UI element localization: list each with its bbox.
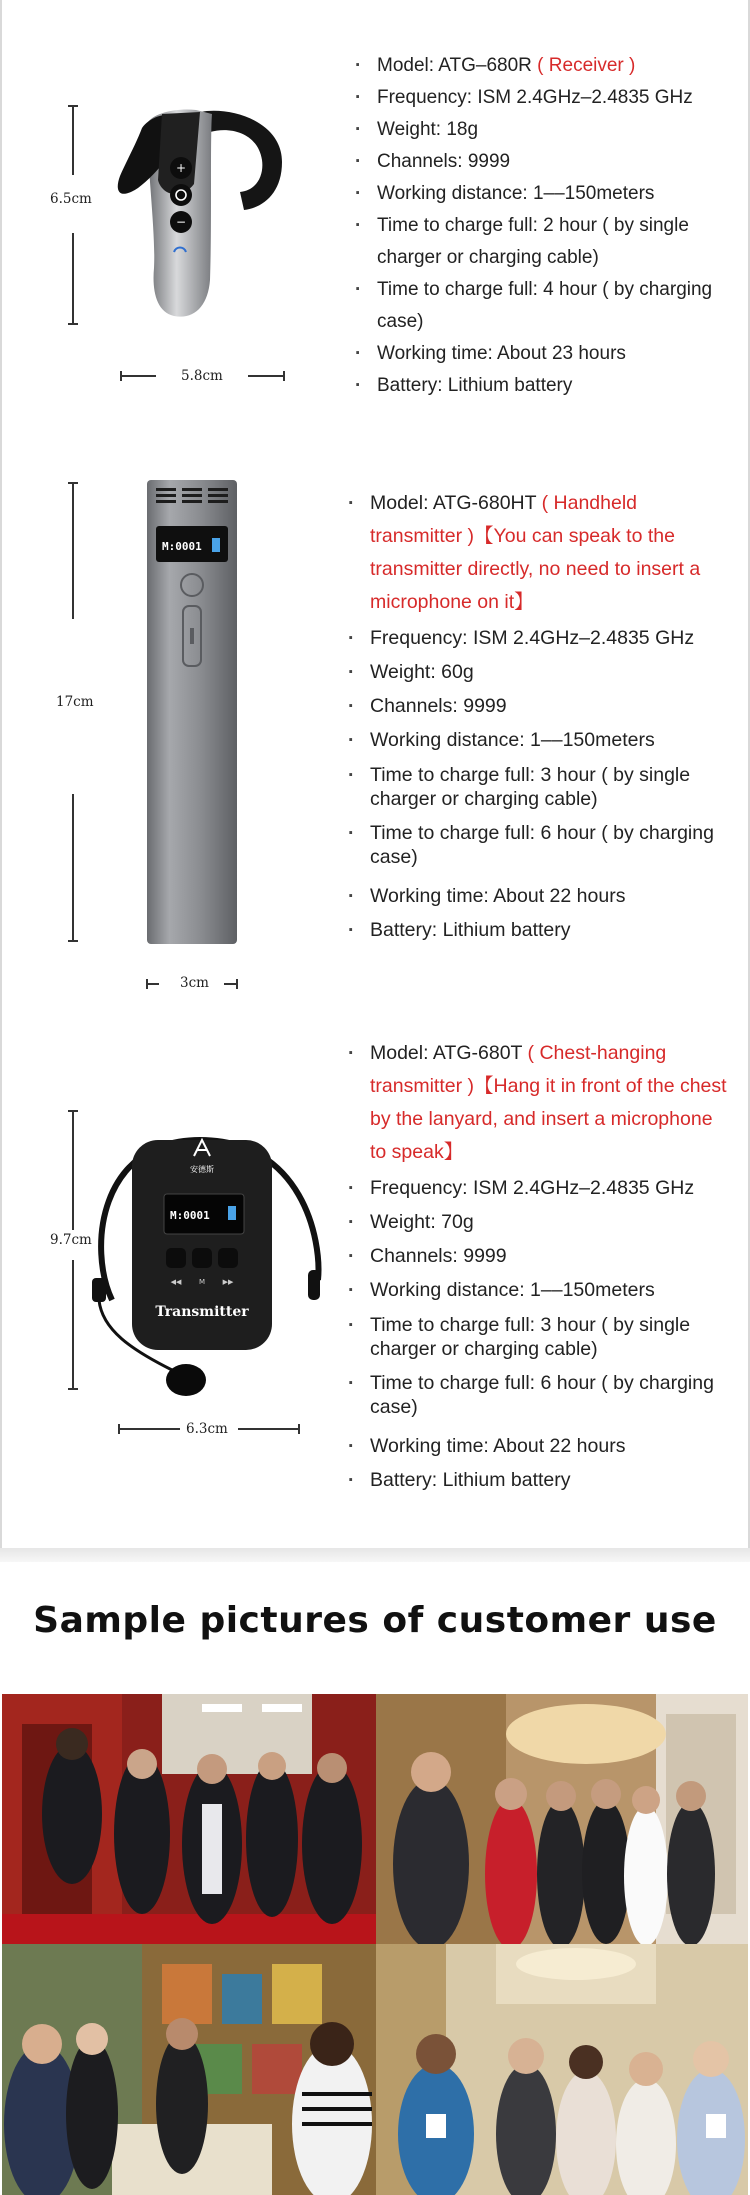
chest-device-image xyxy=(82,1100,342,1410)
handheld-spec-list xyxy=(348,487,728,947)
spec-charge-time-case: · Time to charge full: 4 hour ( by charging case) xyxy=(355,274,735,338)
customer-photo-corridor xyxy=(2,1694,376,1944)
height-label: 9.7cm xyxy=(50,1232,92,1248)
width-label: 6.3cm xyxy=(186,1421,228,1437)
receiver-spec-list xyxy=(355,50,735,402)
product-receiver xyxy=(0,0,750,440)
spec-weight: · Weight: 18g xyxy=(355,114,735,146)
spec-distance: · Working distance: 1––150meters xyxy=(348,1273,728,1307)
spec-frequency: · Frequency: ISM 2.4GHz–2.4835 GHz xyxy=(348,1171,728,1205)
spec-working-time: · Working time: About 23 hours xyxy=(355,338,735,370)
customer-photo-gallery xyxy=(376,1694,748,1944)
customer-photo-painting-shop xyxy=(2,1944,376,2195)
spec-charge-time-single: · Time to charge full: 3 hour ( by single charger or charging cable) xyxy=(348,1313,728,1361)
spec-battery: · Battery: Lithium battery xyxy=(348,1463,728,1497)
device-label: Transmitter xyxy=(155,1304,249,1320)
handheld-device-image xyxy=(142,476,242,948)
spec-channels: · Channels: 9999 xyxy=(348,689,728,723)
section-title: Sample pictures of customer use xyxy=(33,1600,717,1641)
spec-charge-time-case: · Time to charge full: 6 hour ( by charging case) xyxy=(348,1371,728,1419)
spec-weight: · Weight: 70g xyxy=(348,1205,728,1239)
chest-spec-list xyxy=(348,1037,728,1497)
product-chest xyxy=(0,1000,750,1548)
spec-charge-time-single: · Time to charge full: 3 hour ( by single charger or charging cable) xyxy=(348,763,728,811)
spec-distance: · Working distance: 1––150meters xyxy=(355,178,735,210)
customer-photo-hall xyxy=(376,1944,748,2195)
height-dimension xyxy=(68,1110,78,1390)
svg-text:−: − xyxy=(175,215,187,229)
screen-text: M:0001 xyxy=(170,1209,210,1222)
spec-frequency: · Frequency: ISM 2.4GHz–2.4835 GHz xyxy=(348,621,728,655)
spec-battery: · Battery: Lithium battery xyxy=(348,913,728,947)
spec-channels: · Channels: 9999 xyxy=(348,1239,728,1273)
screen-text: M:0001 xyxy=(162,540,202,553)
spec-working-time: · Working time: About 22 hours xyxy=(348,1429,728,1463)
svg-text:▶▶: ▶▶ xyxy=(222,1278,234,1286)
svg-text:+: + xyxy=(175,161,187,175)
height-dimension xyxy=(68,105,78,325)
spec-distance: · Working distance: 1––150meters xyxy=(348,723,728,757)
spec-charge-time-case: · Time to charge full: 6 hour ( by charging case) xyxy=(348,821,728,869)
width-label: 3cm xyxy=(180,975,209,991)
width-label: 5.8cm xyxy=(181,368,223,384)
spec-channels: · Channels: 9999 xyxy=(355,146,735,178)
device-brand: 安德斯 xyxy=(190,1165,214,1174)
section-divider xyxy=(0,1548,750,1562)
spec-charge-time-single: · Time to charge full: 2 hour ( by single charger or charging cable) xyxy=(355,210,735,274)
spec-frequency: · Frequency: ISM 2.4GHz–2.4835 GHz xyxy=(355,82,735,114)
spec-weight: · Weight: 60g xyxy=(348,655,728,689)
spec-working-time: · Working time: About 22 hours xyxy=(348,879,728,913)
spec-battery: · Battery: Lithium battery xyxy=(355,370,735,402)
height-label: 6.5cm xyxy=(50,191,92,207)
spec-model: · Model: ATG-680T ( Chest-hanging transmitter )【Hang it in front of the chest by the lanyard, and insert a microphone to speak】 xyxy=(348,1037,728,1169)
spec-model: · Model: ATG-680HT ( Handheld transmitter )【You can speak to the transmitter directly, no need to insert a microphone on it】 xyxy=(348,487,728,619)
svg-text:◀◀: ◀◀ xyxy=(170,1278,182,1286)
receiver-device-image xyxy=(112,100,292,330)
product-handheld xyxy=(0,440,750,1000)
spec-model: · Model: ATG–680R ( Receiver ) xyxy=(355,50,735,82)
height-dimension xyxy=(68,482,78,942)
svg-text:M: M xyxy=(198,1278,206,1286)
height-label: 17cm xyxy=(56,694,94,710)
